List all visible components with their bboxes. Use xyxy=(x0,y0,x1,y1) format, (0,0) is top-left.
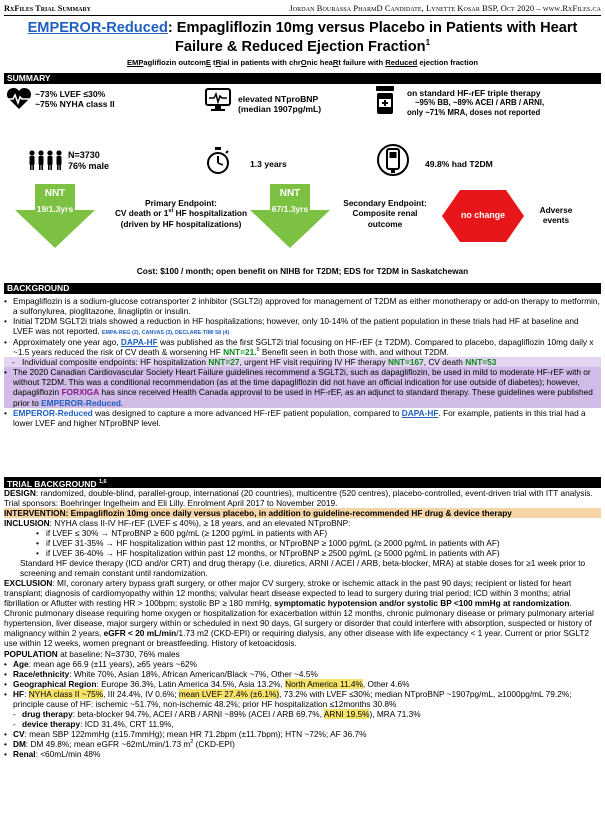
nnt-label-primary: NNT xyxy=(44,188,66,199)
nnt-value-secondary: 67/1.3yrs xyxy=(271,204,309,214)
monitor-heart-icon xyxy=(205,88,231,114)
stat-ntprobnp: elevated NTproBNP (median 1907pg/mL) xyxy=(238,94,322,115)
acronym-subtitle: EMPagliflozin outcomE tRial in patients with chrOnic heaRt failure with Reduced ejection fraction xyxy=(126,58,479,67)
inclusion-item-1: • if LVEF ≤ 30% → NTproBNP ≥ 600 pg/mL (≥ 1200 pg/mL in patients with AF) xyxy=(36,528,328,539)
stat-n-male: N=3730 76% male xyxy=(68,150,110,171)
no-change-label: no change xyxy=(461,210,505,220)
trial-section xyxy=(4,488,601,759)
stat-t2dm: 49.8% had T2DM xyxy=(425,159,493,169)
primary-endpoint: Primary Endpoint: CV death or 1st HF hospitalization (driven by HF hospitalizations) xyxy=(114,198,248,229)
intervention: INTERVENTION: Empagliflozin 10mg once daily versus placebo, in addition to guideline-recommended HF drug & device therapy xyxy=(4,508,601,518)
secondary-endpoint: Secondary Endpoint: Composite renal outcome xyxy=(343,198,427,229)
background-section xyxy=(4,296,601,428)
cost-line: Cost: $100 / month; open benefit on NIHB for T2DM; EDS for T2DM in Saskatchewan xyxy=(136,266,469,276)
stat-lvef-nyha: ~73% LVEF ≤30% ~75% NYHA class II xyxy=(35,89,115,110)
title-ref: 1 xyxy=(425,37,431,47)
inclusion-item-2: • if LVEF 31-35% → HF hospitalization within past 12 months, or NTproBNP ≥ 1000 pg/mL (≥ 2000 pg/mL in patients with AF) xyxy=(36,538,500,549)
background-section-bar: BACKGROUND xyxy=(4,283,601,294)
bg-bullet-4: - Individual composite endpoints: HF hospitalization NNT=27, urgent HF visit requiring IV HF therapy NNT=167, CV death NNT=53 xyxy=(4,357,601,367)
pop-race: • Race/ethnicity: White 70%, Asian 18%, African American/Black ~7%, Other ~4.5% xyxy=(4,668,318,679)
bg-bullet-3: • Approximately one year ago, DAPA-HF was published as the first SGLT2i trial focusing on HF-rEF (± T2DM). Compared to placebo, dapagliflozin 10mg daily x ~1.5 years reduced the risk of CV death & worsening HF NNT=21.$^5$ Benefit seen in both those with, and without T2DM. xyxy=(4,336,594,358)
adverse-events: Adverse events xyxy=(539,205,573,226)
pop-age: • Age: mean age 66.9 (±11 years), ≥65 years ~62% xyxy=(4,658,197,669)
nnt-value-primary: 19/1.3yrs xyxy=(36,204,74,214)
pill-bottle-icon xyxy=(374,85,396,117)
bg-bullet-1: • Empagliflozin is a sodium-glucose cotransporter 2 inhibitor (SGLT2i) approved for management of T2DM as either monotherapy or add-on therapy to metformin, a sulfonylurea, pioglitazone, linagliptin or insulin. xyxy=(4,296,600,317)
stat-duration: 1.3 years xyxy=(250,159,287,169)
header-left: RxFiles Trial Summary xyxy=(4,4,91,13)
nnt-label-secondary: NNT xyxy=(279,188,301,199)
pop-renal: • Renal: <60mL/min 48% xyxy=(4,748,101,759)
title-trial: EMPEROR-Reduced xyxy=(27,20,168,36)
heart-pulse-icon xyxy=(6,88,32,112)
no-change-indicator xyxy=(442,190,524,242)
inclusion-item-3: • if LVEF 36-40% → HF hospitalization within past 12 months, or NTproBNP ≥ 2500 pg/mL (≥ 5000 pg/mL in patients with AF) xyxy=(36,548,500,559)
title-rest: : Empagliflozin 10mg versus Placebo in Patients with Heart Failure & Reduced Ejection Fraction xyxy=(167,20,578,55)
nnt-arrow-primary xyxy=(15,184,95,248)
inclusion: INCLUSION: NYHA class II-IV HF-rEF (LVEF ≤ 40%), ≥ 18 years, and an elevated NTproBNP: xyxy=(4,518,351,529)
nnt-arrow-secondary xyxy=(250,184,330,248)
page-header xyxy=(4,3,601,16)
pop-hf: • HF: NYHA class II ~75%, III 24.4%, IV 0.6%; mean LVEF 27.4% (±6.1%), 73.2% with LVEF ≤30%; median NTproBNP ~1907pg/mL, ≥1000pg/mL 79.2%; principle cause of HF: ischemic ~51.7%, non-ischemic 48.2%; prior HF hospitalization ≤12months 30.8% xyxy=(4,688,572,709)
people-group-icon xyxy=(28,150,64,172)
inclusion-device: Standard HF device therapy (ICD and/or CRT) and drug therapy (i.e. diuretics, ARNI / ACEI / ARB, beta-blocker, MRA) at stable doses for ≥1 week prior to screening and remain constant until randomization. xyxy=(20,558,586,579)
page-title xyxy=(2,20,603,56)
bg-bullet-2: • Initial T2DM SGLT2i trials showed a reduction in HF hospitalizations; however, only 10-14% of the patient population in these trials had HF at baseline and LVEF was not reported. EMPA-REG (2), CANVAS (3), DECLARE-TIMI 58 (4) xyxy=(4,316,579,337)
pop-dm: • DM: DM 49.8%; mean eGFR ~62mL/min/1.73 $m^2$ (CKD-EPI) xyxy=(4,738,235,749)
exclusion: EXCLUSION: MI, coronary artery bypass graft surgery, or other major CV surgery, stroke or ischemic attack in the past 90 days; recipient or listed for heart transplant; diagnosis of cardiomyopathy within 12 months; valvular heart disease expected to lead to surgery during trial period; ICD within 3 months; atrial fibrillation or Aflutter with resting HR > 100bpm; systolic BP ≥ 180 mmHg, symptomatic hypotension and/or systolic BP <100 mmHg at randomization. Chronic pulmonary disease requiring home oxygen or hospitalization for exacerbation within 12 months, chronic pulmonary disease or primary pulmonary arterial hypertension, liver disease, major surgery within or scheduled in next 90 days, GI surgery or disorder that could interfere with absorption, suspected or history of malignancy within 2 years, eGFR < 20 mL/min/1.73 m2 (CKD-EPI) or requiring dialysis, any other disease with life expectancy < 1 year. Current or prior SGLT2 use within 12 weeks, women pregnant or breastfeeding. History of ketoacidosis. xyxy=(4,578,594,649)
bg-bullet-5: • The 2020 Canadian Cardiovascular Society Heart Failure guidelines recommend a SGLT2i, such as dapagliflozin, be used in mild to moderate HF-rEF with or without T2DM. This was a conditional recommendation (as at the time dapagliflozin did not have an official indication for use outside of diabetes); however, dapagliflozin FORXIGA has since received Health Canada approval to be used in HF-rEF, as an adjunct to standard therapy. These guidelines were published prior to EMPEROR-Reduced. xyxy=(4,367,601,407)
pop-cv: • CV: mean SBP 122mmHg (±15.7mmHg); mean HR 71.2bpm (±11.7bpm); HTN ~72%; AF 36.7% xyxy=(4,728,367,739)
design: DESIGN: randomized, double-blind, parallel-group, international (20 countries), multicentre (520 centres), placebo-controlled, event-driven trial with ITT analysis. Trial sponsors: Boehringer Ingelheim and Eli Lilly. Enrolment April 2017 to November 2019. xyxy=(4,488,593,509)
bg-bullet-6: • EMPEROR-Reduced was designed to capture a more advanced HF-rEF patient population, compared to DAPA-HF. For example, patients in this trial had a lower LVEF and higher NTproBNP level. xyxy=(4,407,586,428)
pop-device: - device therapy: ICD 31.4%, CRT 11.9%, xyxy=(13,718,174,729)
trial-section-bar: TRIAL BACKGROUND $^{1,6}$ xyxy=(4,477,601,488)
pop-drug: - drug therapy: beta-blocker 94.7%, ACEI / ARB / ARNI ~89% (ACEI / ARB 69.7%, ARNI 19.5%), MRA 71.3% xyxy=(13,708,421,719)
summary-section-bar: SUMMARY xyxy=(4,73,601,84)
pop-geo: • Geographical Region: Europe 36.3%, Latin America 34.5%, Asia 13.2%, North America 11.4%, Other 4.6% xyxy=(4,678,410,689)
stat-triple-therapy: on standard HF-rEF triple therapy ~95% BB, ~89% ACEI / ARB / ARNI, only ~71% MRA, doses not reported xyxy=(407,88,545,117)
population: POPULATION at baseline: N=3730, 76% males xyxy=(4,648,180,659)
stopwatch-icon xyxy=(206,147,230,177)
glucose-meter-icon xyxy=(376,143,410,179)
header-right: Jordan Bourassa PharmD Candidate, Lynette Kosar BSP, Oct 2020 – www.RxFiles.ca xyxy=(289,4,601,13)
